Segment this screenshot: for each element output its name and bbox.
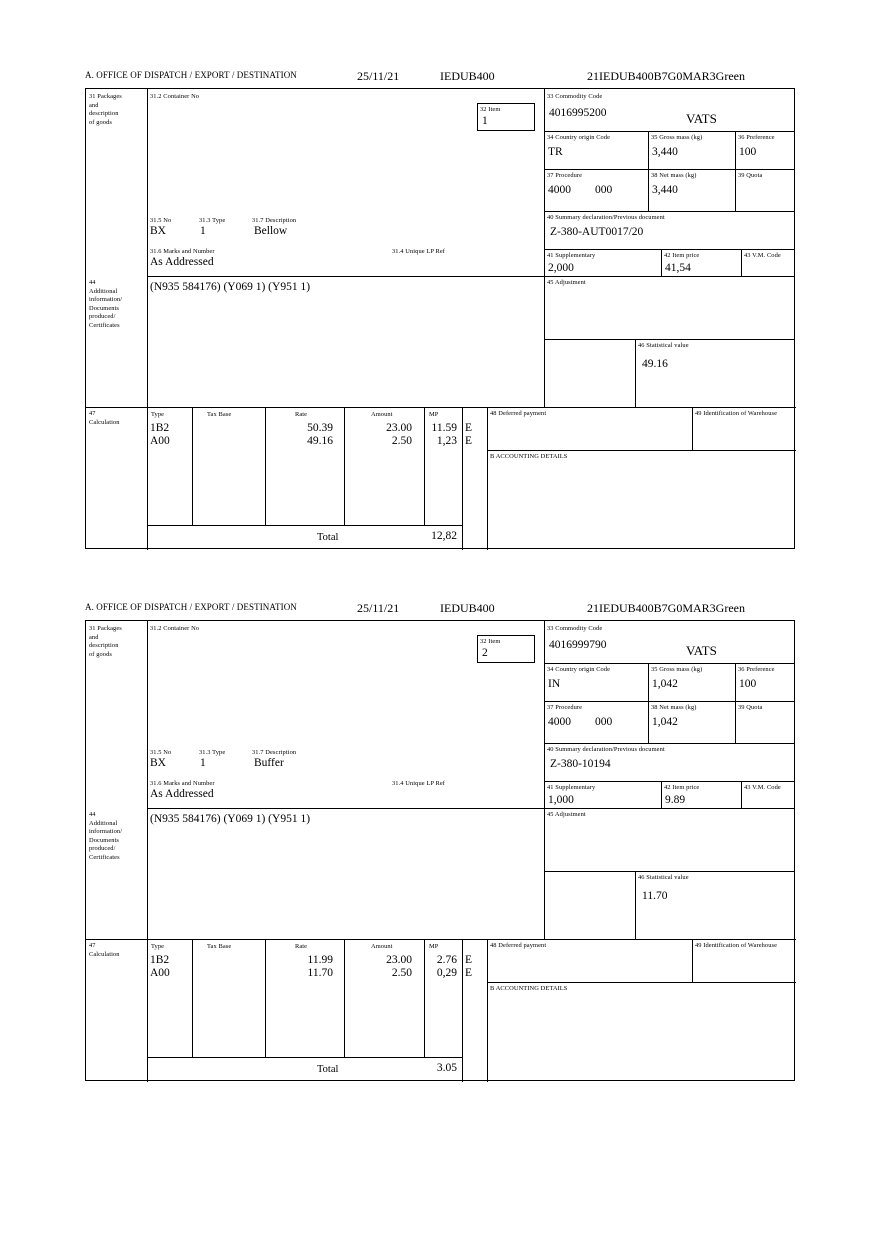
box37-procedure-value: 4000 xyxy=(548,184,571,196)
box35-label: 35 Gross mass (kg) xyxy=(651,134,703,141)
form-header-1 xyxy=(85,70,797,88)
calc-row-1-base: 49.16 xyxy=(307,435,333,447)
box43-label-2: 43 V.M. Code xyxy=(744,784,781,791)
divider-box41-box42-2 xyxy=(661,781,662,808)
box33-vats-value: VATS xyxy=(686,111,717,126)
box33-label-2: 33 Commodity Code xyxy=(547,625,603,632)
box36-label-2: 36 Preference xyxy=(738,666,775,673)
mrn-reference-2: 21IEDUB400B7G0MAR3Green xyxy=(587,601,745,615)
box39-label: 39 Quota xyxy=(738,172,763,179)
box42-label: 42 Item price xyxy=(664,252,700,259)
box31-2-container-label-2: 31.2 Container No xyxy=(150,625,200,632)
box32-item-frame xyxy=(477,103,535,131)
box31-5-no-value-2: BX xyxy=(150,757,166,769)
box31-5-no-value: BX xyxy=(150,225,166,237)
calc-row-0-amount: 11.59 xyxy=(431,422,457,434)
divider-box41-bottom-2 xyxy=(544,808,795,809)
box32-value-2: 2 xyxy=(482,647,488,659)
form-header-2 xyxy=(85,602,797,620)
boxB-label-2: B ACCOUNTING DETAILS xyxy=(490,985,568,992)
divider-box37-bottom xyxy=(544,211,795,212)
calc-header-type-2: Type xyxy=(151,943,165,950)
box45-label: 45 Adjustment xyxy=(547,279,586,286)
calc-header-taxbase-2: Tax Base xyxy=(207,943,232,950)
box42-label-2: 42 Item price xyxy=(664,784,700,791)
box34-country-origin: TR xyxy=(548,146,563,158)
divider-box40-bottom-2 xyxy=(544,781,795,782)
customs-declaration-form-1 xyxy=(85,70,797,549)
box38-label-2: 38 Net mass (kg) xyxy=(651,704,697,711)
box31-label-2: 31 Packages and description of goods xyxy=(89,625,122,658)
box41-supplementary: 2,000 xyxy=(548,262,574,274)
calc-total-div xyxy=(147,525,462,526)
calc-col-div-5 xyxy=(462,407,463,550)
calc-row-1-amount-2: 0,29 xyxy=(436,967,457,979)
calc-row-1-rate-2: 2.50 xyxy=(391,967,412,979)
divider-box46-left-2 xyxy=(635,871,636,939)
calc-total-div-2 xyxy=(147,1057,462,1058)
box36-preference: 100 xyxy=(739,146,757,158)
box41-label-2: 41 Supplementary xyxy=(547,784,596,791)
box37-label-2: 37 Procedure xyxy=(547,704,583,711)
box31-6-marks-value: As Addressed xyxy=(150,256,214,268)
box47-calculation-table xyxy=(147,407,487,550)
box47-calculation-table-2 xyxy=(147,939,487,1082)
box32-label-2: 32 Item xyxy=(480,638,501,645)
box35-gross-mass-2: 1,042 xyxy=(652,678,678,690)
calc-row-1-mp-2: E xyxy=(465,967,473,979)
box31-label: 31 Packages and description of goods xyxy=(89,93,122,126)
calc-total-label-2: Total xyxy=(317,1064,339,1075)
box37-procedure-value2: 000 xyxy=(595,184,613,196)
divider-box33-bottom xyxy=(544,131,795,132)
calc-header-mp-2: MP xyxy=(429,943,439,950)
mrn-reference: 21IEDUB400B7G0MAR3Green xyxy=(587,69,745,83)
box37-procedure-value2-2: 000 xyxy=(595,716,613,728)
calc-col-div-1 xyxy=(192,407,193,525)
box31-6-marks-value-2: As Addressed xyxy=(150,788,214,800)
box34-label-2: 34 Country origin Code xyxy=(547,666,611,673)
calc-total-value-2: 3.05 xyxy=(436,1062,457,1074)
divider-box37-box38 xyxy=(648,169,649,211)
box31-3-type-label: 31.3 Type xyxy=(199,217,226,224)
office-of-dispatch-label-2: A. OFFICE OF DISPATCH / EXPORT / DESTINATION xyxy=(85,602,297,612)
box40-previous-document: Z-380-AUT0017/20 xyxy=(550,226,644,238)
box47-label: 47 Calculation xyxy=(89,410,120,426)
divider-box48-left xyxy=(487,407,488,550)
box31-7-description-value: Bellow xyxy=(254,225,288,237)
office-code-2: IEDUB400 xyxy=(440,601,495,615)
calc-row-1-amount: 1,23 xyxy=(436,435,457,447)
calc-header-amount: Amount xyxy=(371,411,393,418)
box31-3-type-label-2: 31.3 Type xyxy=(199,749,226,756)
box34-country-origin-2: IN xyxy=(548,678,561,690)
divider-box44-top-2 xyxy=(147,808,544,809)
box44-label: 44 Additional information/ Documents produced/ Certificates xyxy=(89,279,123,329)
office-of-dispatch-label: A. OFFICE OF DISPATCH / EXPORT / DESTINATION xyxy=(85,70,297,80)
divider-box45-bottom xyxy=(544,339,795,340)
box35-gross-mass: 3,440 xyxy=(652,146,678,158)
box33-commodity-code: 4016995200 xyxy=(549,107,607,119)
divider-box48-bottom-2 xyxy=(487,982,796,983)
box36-label: 36 Preference xyxy=(738,134,775,141)
divider-dotted-2 xyxy=(544,871,545,939)
calc-row-1-type: A00 xyxy=(150,435,170,447)
box47-label-2: 47 Calculation xyxy=(89,942,120,958)
calc-row-0-rate-2: 23.00 xyxy=(386,954,412,966)
divider-box44-top xyxy=(147,276,544,277)
box31-6-marks-label: 31.6 Marks and Number xyxy=(150,248,215,255)
divider-box33-bottom-2 xyxy=(544,663,795,664)
calc-row-0-base-2: 11.99 xyxy=(307,954,333,966)
office-code: IEDUB400 xyxy=(440,69,495,83)
box46-label-2: 46 Statistical value xyxy=(638,874,689,881)
divider-box31-right xyxy=(544,89,545,276)
calc-header-type: Type xyxy=(151,411,165,418)
divider-box34-bottom xyxy=(544,169,795,170)
box46-statistical-value: 49.16 xyxy=(642,358,668,370)
divider-box48-bottom xyxy=(487,450,796,451)
box39-label-2: 39 Quota xyxy=(738,704,763,711)
calc-row-1-base-2: 11.70 xyxy=(307,967,333,979)
box31-3-type-value: 1 xyxy=(200,225,206,237)
box46-statistical-value-2: 11.70 xyxy=(642,890,668,902)
box44-additional-info-2: (N935 584176) (Y069 1) (Y951 1) xyxy=(150,813,311,825)
box36-preference-2: 100 xyxy=(739,678,757,690)
calc-row-0-type-2: 1B2 xyxy=(150,954,170,966)
box31-5-no-label-2: 31.5 No xyxy=(150,749,172,756)
box46-label: 46 Statistical value xyxy=(638,342,689,349)
divider-box48-box49 xyxy=(692,407,693,450)
divider-box48-box49-2 xyxy=(692,939,693,982)
divider-left-column xyxy=(147,89,148,407)
calc-total-value: 12,82 xyxy=(431,530,457,542)
calc-row-0-base: 50.39 xyxy=(307,422,333,434)
box32-label: 32 Item xyxy=(480,106,501,113)
divider-left-column-2 xyxy=(147,621,148,939)
box38-net-mass: 3,440 xyxy=(652,184,678,196)
calc-header-rate-2: Rate xyxy=(295,943,308,950)
calc-row-0-mp-2: E xyxy=(465,954,473,966)
divider-box41-box42 xyxy=(661,249,662,276)
calc-row-0-type: 1B2 xyxy=(150,422,170,434)
box49-label-2: 49 Identification of Warehouse xyxy=(695,942,778,949)
box34-label: 34 Country origin Code xyxy=(547,134,611,141)
customs-declaration-form-2 xyxy=(85,602,797,1081)
box43-label: 43 V.M. Code xyxy=(744,252,781,259)
box42-item-price-2: 9.89 xyxy=(665,794,686,806)
declaration-body-2 xyxy=(85,620,795,1081)
box45-label-2: 45 Adjustment xyxy=(547,811,586,818)
box40-previous-document-2: Z-380-10194 xyxy=(550,758,611,770)
box48-label-2: 48 Deferred payment xyxy=(490,942,547,949)
divider-box31-right-2 xyxy=(544,621,545,808)
box31-4-lpref-label-2: 31.4 Unique LP Ref xyxy=(392,780,446,787)
calc-col-div-1-2 xyxy=(192,939,193,1057)
box32-value: 1 xyxy=(482,115,488,127)
box31-7-description-label-2: 31.7 Description xyxy=(252,749,297,756)
box41-supplementary-2: 1,000 xyxy=(548,794,574,806)
box40-label: 40 Summary declaration/Previous document xyxy=(547,214,665,221)
box33-label: 33 Commodity Code xyxy=(547,93,603,100)
divider-box41-bottom xyxy=(544,276,795,277)
box44-additional-info: (N935 584176) (Y069 1) (Y951 1) xyxy=(150,281,311,293)
calc-header-taxbase: Tax Base xyxy=(207,411,232,418)
box37-procedure-value-2: 4000 xyxy=(548,716,571,728)
divider-box46-left xyxy=(635,339,636,407)
calc-row-0-mp: E xyxy=(465,422,473,434)
calc-row-1-type-2: A00 xyxy=(150,967,170,979)
calc-col-div-5-2 xyxy=(462,939,463,1082)
box40-label-2: 40 Summary declaration/Previous document xyxy=(547,746,665,753)
declaration-date-2: 25/11/21 xyxy=(357,601,400,615)
box31-4-lpref-label: 31.4 Unique LP Ref xyxy=(392,248,446,255)
box44-label-2: 44 Additional information/ Documents produced/ Certificates xyxy=(89,811,123,861)
calc-header-rate: Rate xyxy=(295,411,308,418)
box38-label: 38 Net mass (kg) xyxy=(651,172,697,179)
divider-box34-bottom-2 xyxy=(544,701,795,702)
divider-box40-bottom xyxy=(544,249,795,250)
box31-7-description-label: 31.7 Description xyxy=(252,217,297,224)
box37-label: 37 Procedure xyxy=(547,172,583,179)
box38-net-mass-2: 1,042 xyxy=(652,716,678,728)
calc-row-1-rate: 2.50 xyxy=(391,435,412,447)
calc-row-0-amount-2: 2.76 xyxy=(436,954,457,966)
calc-total-label: Total xyxy=(317,532,339,543)
box31-7-description-value-2: Buffer xyxy=(254,757,284,769)
calc-row-1-mp: E xyxy=(465,435,473,447)
box31-6-marks-label-2: 31.6 Marks and Number xyxy=(150,780,215,787)
box42-item-price: 41,54 xyxy=(665,262,691,274)
calc-header-mp: MP xyxy=(429,411,439,418)
box48-label: 48 Deferred payment xyxy=(490,410,547,417)
divider-box37-box38-2 xyxy=(648,701,649,743)
boxB-label: B ACCOUNTING DETAILS xyxy=(490,453,568,460)
box35-label-2: 35 Gross mass (kg) xyxy=(651,666,703,673)
calc-row-0-rate: 23.00 xyxy=(386,422,412,434)
divider-box45-bottom-2 xyxy=(544,871,795,872)
box49-label: 49 Identification of Warehouse xyxy=(695,410,778,417)
declaration-date: 25/11/21 xyxy=(357,69,400,83)
declaration-body-1 xyxy=(85,88,795,549)
box33-commodity-code-2: 4016999790 xyxy=(549,639,607,651)
divider-box37-bottom-2 xyxy=(544,743,795,744)
divider-box48-left-2 xyxy=(487,939,488,1082)
box31-2-container-label: 31.2 Container No xyxy=(150,93,200,100)
box31-5-no-label: 31.5 No xyxy=(150,217,172,224)
box41-label: 41 Supplementary xyxy=(547,252,596,259)
calc-header-amount-2: Amount xyxy=(371,943,393,950)
box32-item-frame-2 xyxy=(477,635,535,663)
box33-vats-value-2: VATS xyxy=(686,643,717,658)
box31-3-type-value-2: 1 xyxy=(200,757,206,769)
divider-dotted xyxy=(544,339,545,407)
